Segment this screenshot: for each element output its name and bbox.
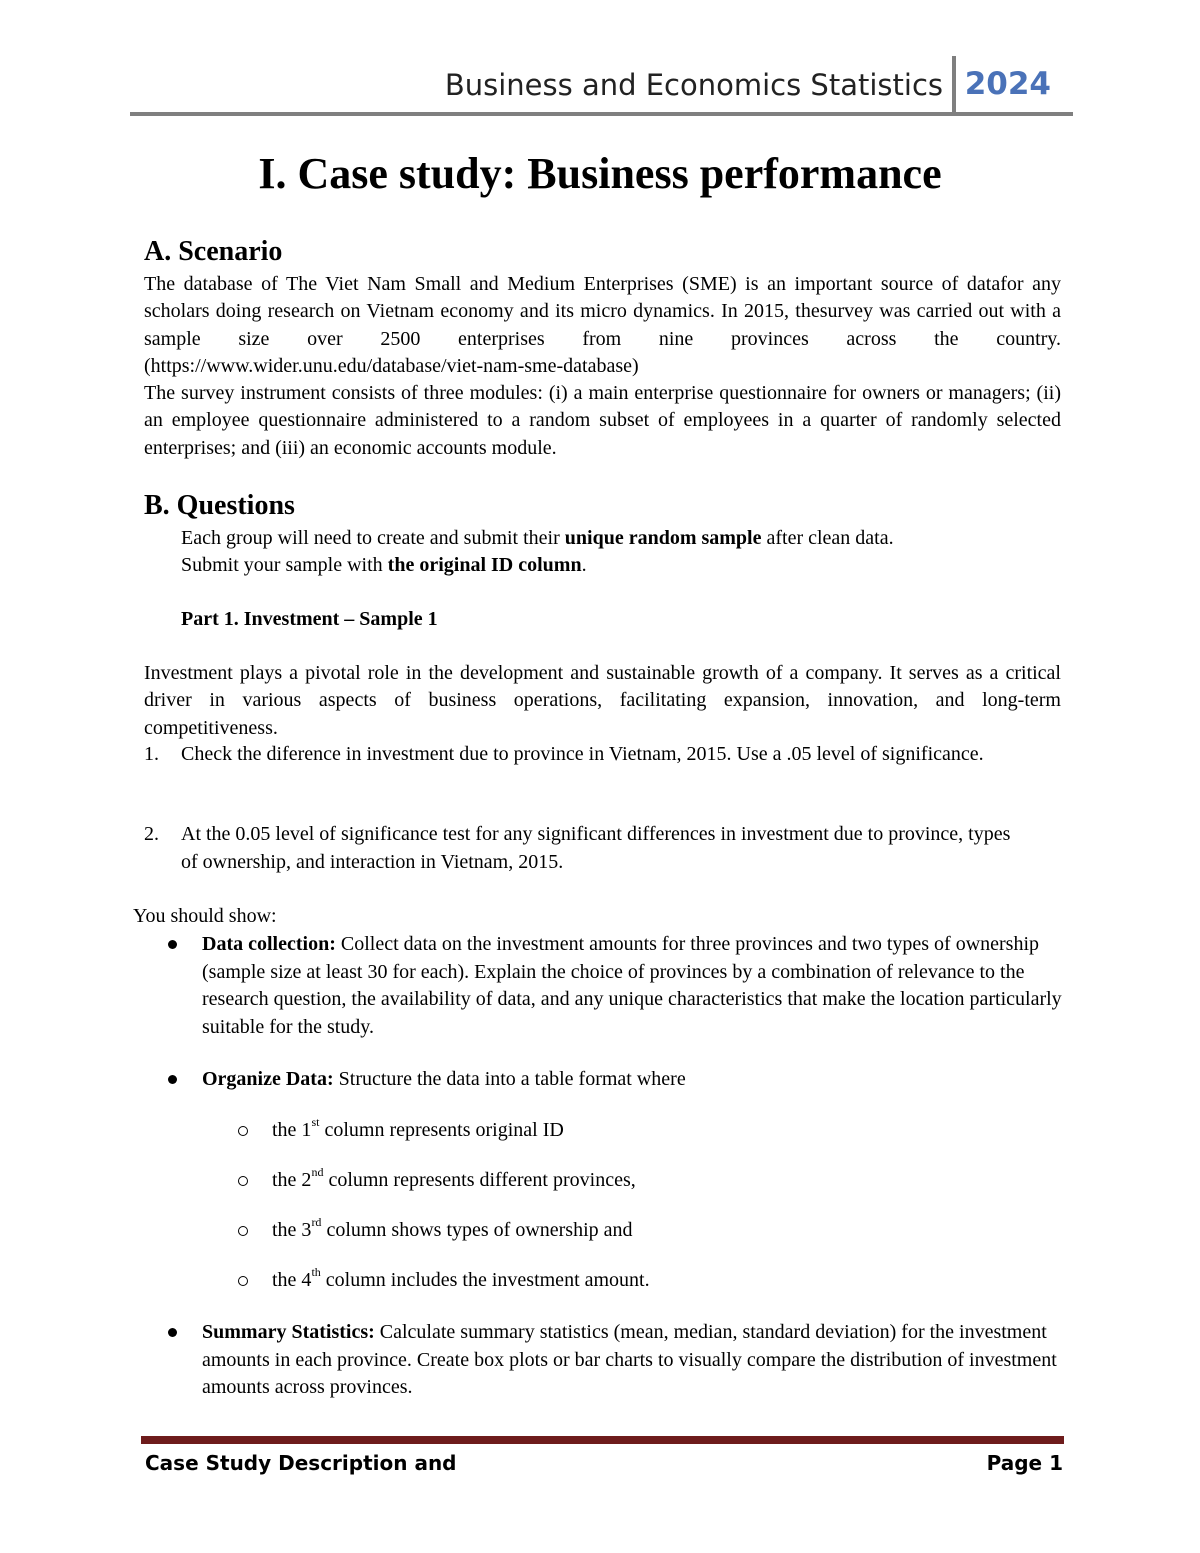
page-number: Page 1 [986,1451,1063,1475]
bullet-label: Summary Statistics: [202,1321,375,1343]
circle-bullet-icon [238,1126,248,1136]
page-title: I. Case study: Business performance [258,149,942,198]
bullet-icon [168,1075,177,1084]
bullet-label: Organize Data: [202,1068,334,1090]
page-header [130,62,1073,118]
footer-rule [141,1436,1064,1444]
header-rule [130,112,1073,116]
investment-paragraph: Investment plays a pivotal role in the development and sustainable growth of a company. It serves as a critical driver in various aspects of business operations, facilitating expansion, innovation, and long-term competitiveness. [144,662,1061,739]
column-item [238,1267,650,1294]
column-item [238,1217,633,1244]
bullet-item [166,931,1066,1041]
header-year: 2024 [964,66,1051,102]
column-text: the 4 [272,1269,312,1291]
bullet-icon [168,1328,177,1337]
section-a-heading: A. Scenario [144,236,283,267]
bullet-text: Collect data on the investment amounts for three provinces and two types of ownership (sample size at least 30 for each). Explain the choice of provinces by a combination of relevance to the research question, the availability of data, and any unique characteristics that make the location particularly suitable for the study. [202,933,1062,1038]
intro-text-end: after clean data. [761,527,894,549]
intro-text: Each group will need to create and submit their [181,527,565,549]
question-text: At the 0.05 level of significance test for any significant differences in investment due to province, types of ownership, and interaction in Vietnam, 2015. [181,823,1011,873]
column-item [238,1167,636,1194]
column-text: the 2 [272,1169,312,1191]
should-show-label: You should show: [133,905,277,927]
ordinal-suffix: th [311,1265,321,1280]
ordinal-suffix: rd [311,1215,322,1230]
section-b-heading: B. Questions [144,490,295,521]
header-title: Business and Economics Statistics [444,68,943,102]
scenario-paragraph-2: The survey instrument consists of three modules: (i) a main enterprise questionnaire for owners or managers; (ii) an employee questionnaire administered to a random subset of employees in a quarter of randomly selected enterprises; and (iii) an economic accounts module. [144,382,1061,459]
intro-bold-text: unique random sample [564,527,762,549]
column-text: column shows types of ownership and [321,1219,633,1241]
question-number: 2. [144,823,159,845]
footer-left-text: Case Study Description and [145,1451,457,1475]
bullet-label: Data collection: [202,933,336,955]
column-text: column represents different provinces, [323,1169,636,1191]
header-separator [952,56,956,114]
circle-bullet-icon [238,1276,248,1286]
column-text: column represents original ID [319,1119,564,1141]
questions-intro [181,525,1061,552]
bullet-text: Structure the data into a table format where [333,1068,686,1090]
scenario-paragraph-1: The database of The Viet Nam Small and Medium Enterprises (SME) is an important source of datafor any scholars doing research on Vietnam economy and its micro dynamics. In 2015, thesurvey was carried out with a sample size over 2500 enterprises from nine provinces across the country. (https://www.wider.unu.edu/database/viet-nam-sme-database) [144,273,1061,377]
bullet-item [166,1066,1066,1094]
submit-instruction [181,552,587,579]
column-text: the 1 [272,1119,312,1141]
submit-text-end: . [581,554,587,576]
question-item [144,821,1061,876]
bullet-item [166,1319,1066,1402]
ordinal-suffix: st [311,1115,320,1130]
circle-bullet-icon [238,1226,248,1236]
submit-bold-text: the original ID column [387,554,582,576]
column-item [238,1117,564,1144]
column-text: the 3 [272,1219,312,1241]
question-text: Check the diference in investment due to province in Vietnam, 2015. Use a .05 level of significance. [181,743,984,765]
question-number: 1. [144,743,159,765]
circle-bullet-icon [238,1176,248,1186]
bullet-text: Calculate summary statistics (mean, median, standard deviation) for the investment amounts in each province. Create box plots or bar charts to visually compare the distribution of investment amounts across provinces. [202,1321,1057,1398]
question-item [144,741,1061,769]
ordinal-suffix: nd [311,1165,324,1180]
part-title: Part 1. Investment – Sample 1 [181,608,438,630]
submit-text: Submit your sample with [181,554,388,576]
column-text: column includes the investment amount. [320,1269,650,1291]
bullet-icon [168,940,177,949]
